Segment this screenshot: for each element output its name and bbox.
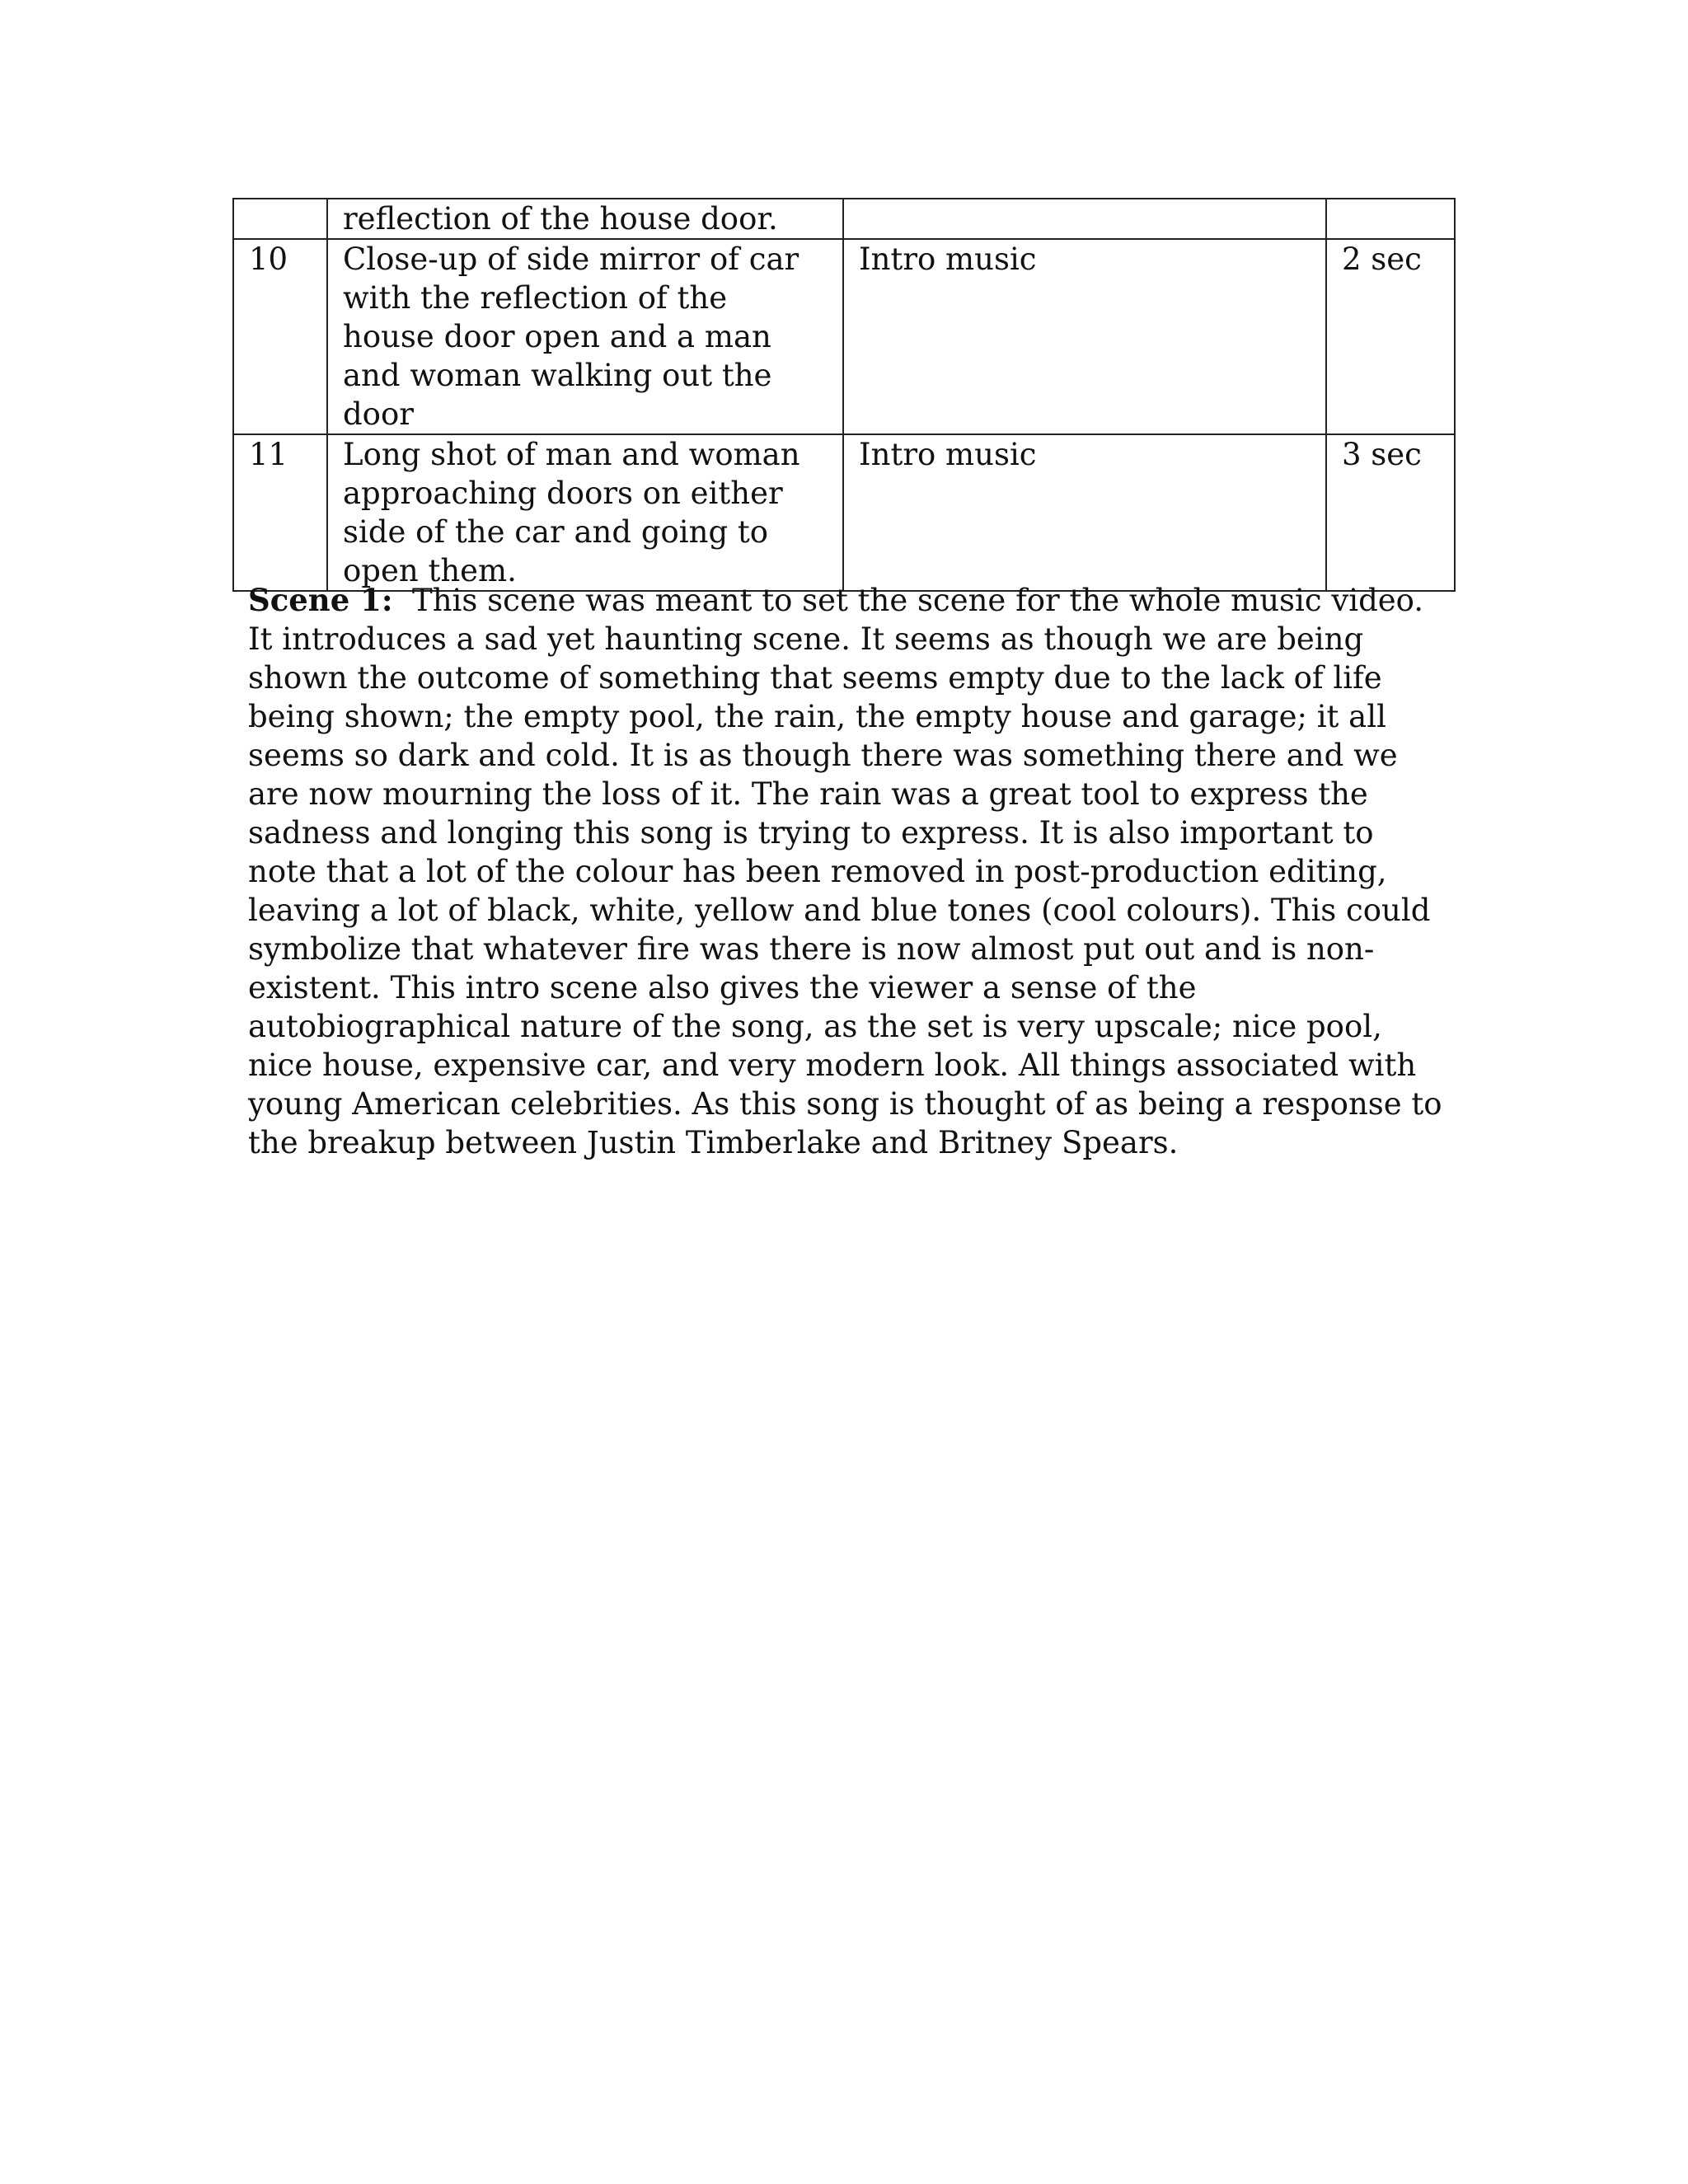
shot-description-cell: Long shot of man and woman approaching doors on either side of the car and going to open them. (327, 434, 843, 591)
sound-cell (843, 199, 1326, 239)
shot-number-cell (233, 199, 327, 239)
shot-description-cell: Close-up of side mirror of car with the reflection of the house door open and a man and woman walking out the door (327, 239, 843, 434)
sound-cell: Intro music (843, 434, 1326, 591)
shot-description-cell: reflection of the house door. (327, 199, 843, 239)
shot-number-cell: 11 (233, 434, 327, 591)
duration-cell: 2 sec (1326, 239, 1455, 434)
duration-cell: 3 sec (1326, 434, 1455, 591)
table-row (233, 434, 1455, 591)
scene-analysis-text: This scene was meant to set the scene for the whole music video. It introduces a sad yet haunting scene. It seems as though we are being shown the outcome of something that seems empty due to the lack of life being shown; the empty pool, the rain, the empty house and garage; it all seems so dark and cold. It is as though there was something there and we are now mourning the loss of it. The rain was a great tool to express the sadness and longing this song is trying to express. It is also important to note that a lot of the colour has been removed in post-production editing, leaving a lot of black, white, yellow and blue tones (cool colours). This could symbolize that whatever fire was there is now almost put out and is non-existent. This intro scene also gives the viewer a sense of the autobiographical nature of the song, as the set is very upscale; nice pool, nice house, expensive car, and very modern look. All things associated with young American celebrities. As this song is thought of as being a response to the breakup between Justin Timberlake and Britney Spears. (248, 583, 1442, 1160)
scene-label: Scene 1: (248, 582, 393, 618)
table-row (233, 239, 1455, 434)
table-row (233, 199, 1455, 239)
scene-analysis-paragraph (248, 581, 1443, 1162)
shot-number-cell: 10 (233, 239, 327, 434)
duration-cell (1326, 199, 1455, 239)
sound-cell: Intro music (843, 239, 1326, 434)
shot-list-table (232, 198, 1456, 592)
